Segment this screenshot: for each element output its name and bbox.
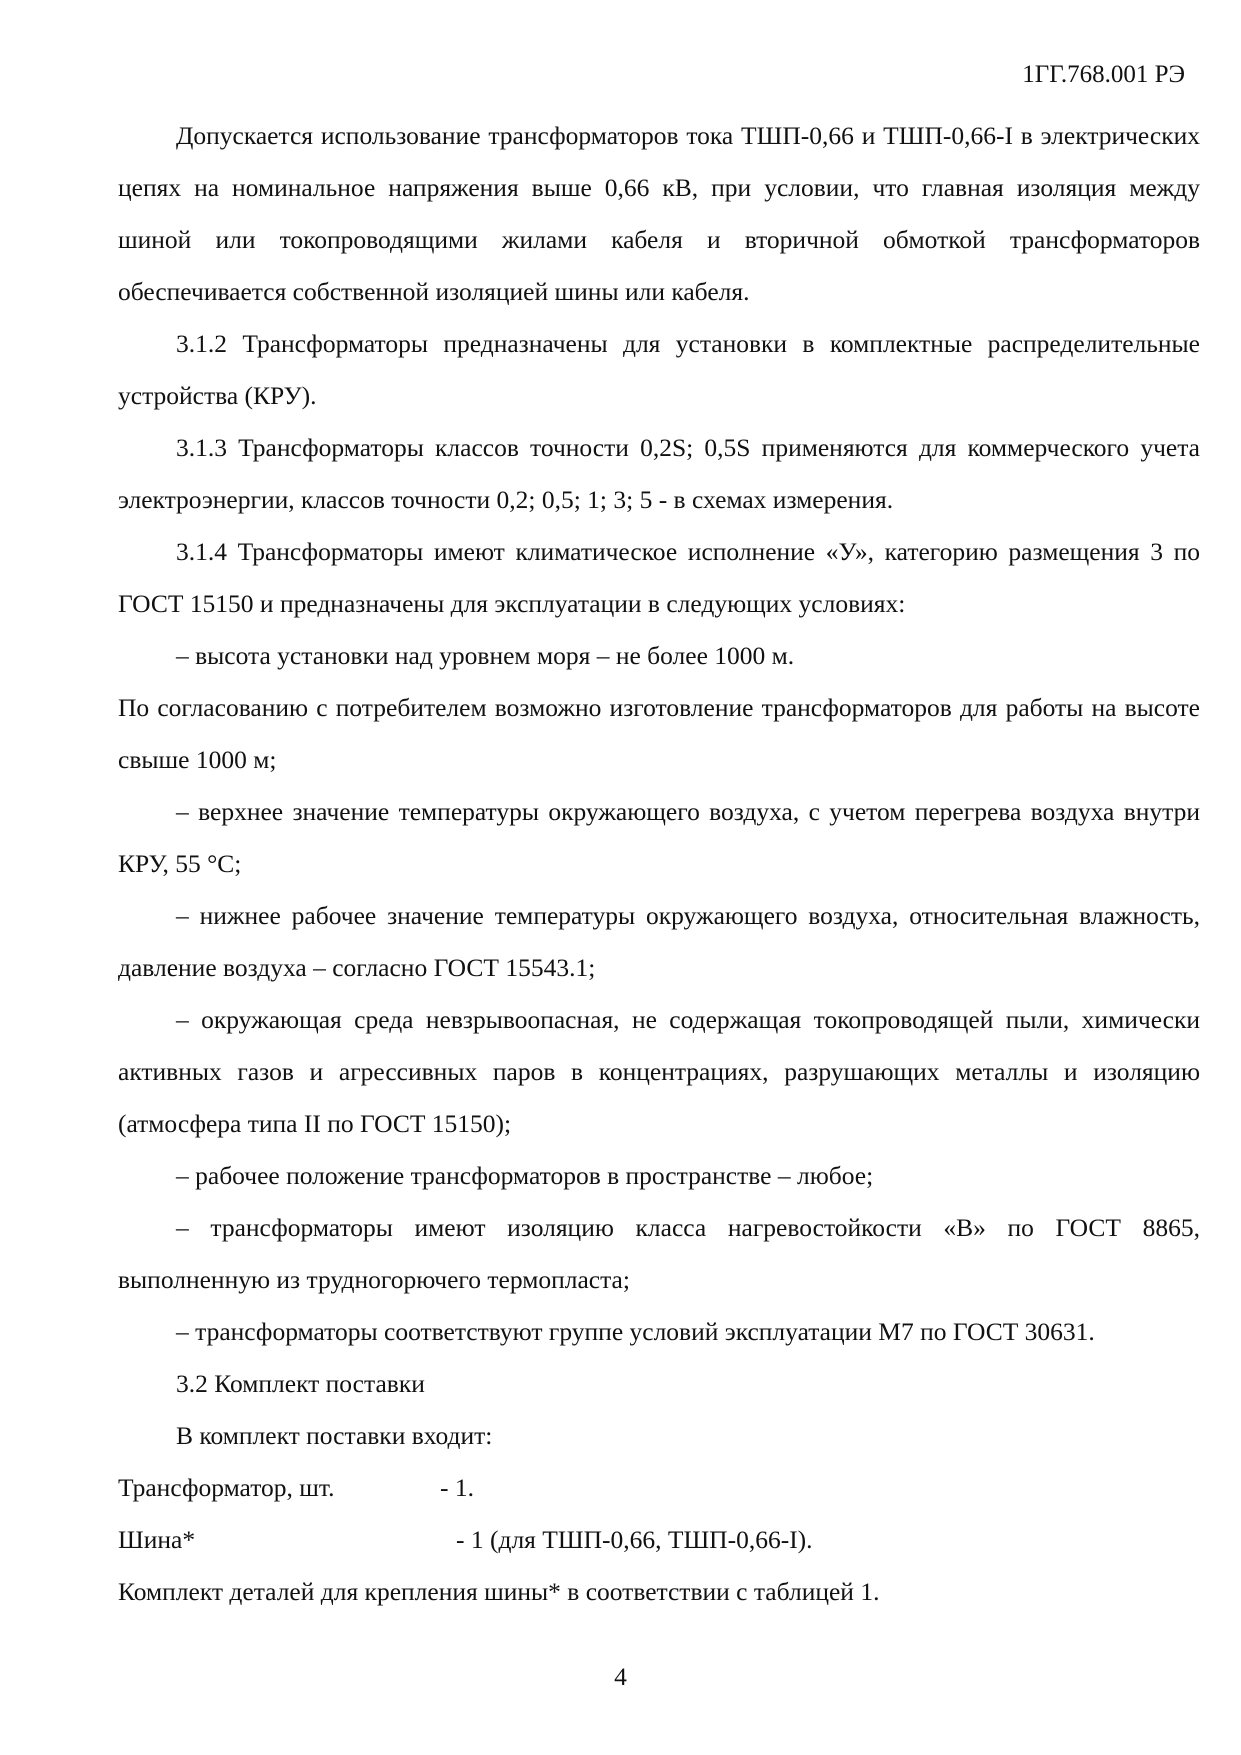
document-code: 1ГГ.768.001 РЭ (1022, 61, 1185, 88)
list-item-altitude: – высота установки над уровнем моря – не более 1000 м. (176, 641, 795, 670)
list-item-insulation-class: – трансформаторы имеют изоляцию класса нагревостойкости «В» по ГОСТ 8865, выполненную из трудногорючего термопласта; (118, 1213, 1200, 1294)
paragraph-3-1-2: 3.1.2 Трансформаторы предназначены для установки в комплектные распределительные устройства (КРУ). (118, 329, 1200, 410)
kit-row-transformer (118, 1462, 1200, 1514)
section-heading-3-2: 3.2 Комплект поставки (176, 1369, 425, 1398)
list-item-working-position: – рабочее положение трансформаторов в пространстве – любое; (176, 1161, 874, 1190)
kit-item-value: - 1 (для ТШП-0,66, ТШП-0,66-I). (456, 1525, 813, 1554)
paragraph-intro: Допускается использование трансформаторов тока ТШП-0,66 и ТШП-0,66-I в электрических цепях на номинальное напряжения выше 0,66 кВ, при условии, что главная изоляция между шиной или токопроводящими жилами кабеля и вторичной обмоткой трансформаторов обеспечивается собственной изоляцией шины или кабеля. (118, 121, 1200, 306)
list-item-lower-temperature: – нижнее рабочее значение температуры окружающего воздуха, относительная влажность, давление воздуха – согласно ГОСТ 15543.1; (118, 901, 1200, 982)
kit-row-bus (118, 1514, 1200, 1566)
list-item-environment: – окружающая среда невзрывоопасная, не содержащая токопроводящей пыли, химически активных газов и агрессивных паров в концентрациях, разрушающих металлы и изоляцию (атмосфера типа II по ГОСТ 15150); (118, 1005, 1200, 1138)
kit-item-label: Трансформатор, шт. (118, 1473, 335, 1502)
kit-note: Комплект деталей для крепления шины* в соответствии с таблицей 1. (118, 1577, 880, 1606)
paragraph-3-1-4: 3.1.4 Трансформаторы имеют климатическое исполнение «У», категорию размещения 3 по ГОСТ 15150 и предназначены для эксплуатации в следующих условиях: (118, 537, 1200, 618)
list-item-operating-group: – трансформаторы соответствуют группе условий эксплуатации М7 по ГОСТ 30631. (176, 1317, 1095, 1346)
kit-item-value: - 1. (440, 1473, 474, 1502)
paragraph-3-1-3: 3.1.3 Трансформаторы классов точности 0,2S; 0,5S применяются для коммерческого учета электроэнергии, классов точности 0,2; 0,5; 1; 3; 5 - в схемах измерения. (118, 433, 1200, 514)
document-body (118, 110, 1200, 1618)
page-number: 4 (614, 1662, 627, 1691)
paragraph-altitude-note: По согласованию с потребителем возможно изготовление трансформаторов для работы на высоте свыше 1000 м; (118, 693, 1200, 774)
kit-item-label: Шина* (118, 1525, 196, 1554)
list-item-upper-temperature: – верхнее значение температуры окружающего воздуха, с учетом перегрева воздуха внутри КРУ, 55 °С; (118, 797, 1200, 878)
paragraph-kit-intro: В комплект поставки входит: (176, 1421, 493, 1450)
